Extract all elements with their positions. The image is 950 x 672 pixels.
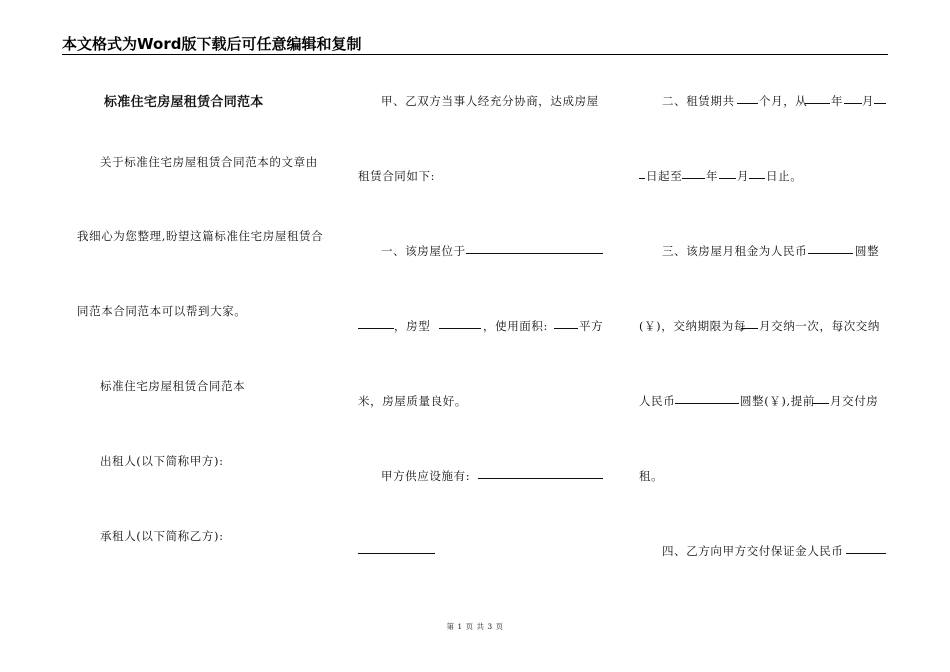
- months-blank: [737, 103, 758, 104]
- document-title: 标准住宅房屋租赁合同范本: [104, 95, 264, 110]
- payment-frequency-label: 月交纳一次，每次交纳: [759, 319, 880, 333]
- end-month-blank: [719, 178, 736, 179]
- facilities-blank-continued: [358, 553, 435, 554]
- clause-4-label: 四、乙方向甲方交付保证金人民币: [662, 544, 844, 558]
- facilities-blank: [478, 478, 603, 479]
- advance-months-blank: [812, 403, 829, 404]
- paragraph-line: 标准住宅房屋租赁合同范本: [100, 379, 246, 393]
- paragraph-line: 租。: [639, 469, 664, 483]
- paragraph-line: 关于标准住宅房屋租赁合同范本的文章由: [100, 155, 318, 169]
- payment-amount-blank: [675, 403, 739, 404]
- clause-2-label: 二、租赁期共: [662, 94, 735, 108]
- start-day-blank: [874, 103, 886, 104]
- lessor-label: 出租人(以下简称甲方):: [100, 454, 224, 468]
- start-day-blank-continued: [639, 178, 645, 179]
- year-label: 年: [706, 169, 719, 183]
- payment-period-blank: [741, 328, 758, 329]
- until-label: 日起至: [646, 169, 683, 183]
- year-label: 年: [831, 94, 844, 108]
- paragraph-line: 同范本合同范本可以帮到大家。: [77, 304, 247, 318]
- advance-label: 圆整(￥),提前: [740, 394, 815, 408]
- paragraph-line: 米，房屋质量良好。: [358, 394, 467, 408]
- start-month-blank: [844, 103, 862, 104]
- paragraph-line: 租赁合同如下:: [358, 169, 436, 183]
- end-day-blank: [749, 178, 765, 179]
- end-year-blank: [682, 178, 705, 179]
- header-title: 本文格式为Word版下载后可任意编辑和复制: [62, 35, 362, 53]
- page-number: 第 1 页 共 3 页: [446, 622, 504, 631]
- rmb-label: 人民币: [639, 394, 676, 408]
- paragraph-line: 我细心为您整理,盼望这篇标准住宅房屋租赁合: [77, 229, 324, 243]
- room-type-blank: [439, 328, 481, 329]
- month-label: 月: [862, 94, 875, 108]
- lessee-label: 承租人(以下简称乙方):: [100, 529, 224, 543]
- address-blank: [466, 253, 603, 254]
- month-label: 月: [737, 169, 750, 183]
- end-label: 日止。: [766, 169, 803, 183]
- header-divider: [62, 54, 888, 55]
- deposit-blank: [846, 553, 886, 554]
- payment-period-label: (￥)，交纳期限为每: [639, 319, 746, 333]
- clause-1-label: 一、该房屋位于: [381, 244, 466, 258]
- clause-3-label: 三、该房屋月租金为人民币: [662, 244, 808, 258]
- start-year-blank: [805, 103, 830, 104]
- facilities-label: 甲方供应设施有:: [381, 469, 471, 483]
- from-label: 个月，从: [759, 94, 808, 108]
- unit-label: 平方: [579, 319, 604, 333]
- area-blank: [554, 328, 578, 329]
- area-label: ，使用面积:: [483, 319, 548, 333]
- blank-line: [358, 328, 394, 329]
- paragraph-line: 甲、乙双方当事人经充分协商，达成房屋: [381, 94, 599, 108]
- pay-rent-label: 月交付房: [830, 394, 879, 408]
- yuan-label: 圆整: [855, 244, 880, 258]
- room-type-label: ，房型: [394, 319, 431, 333]
- rent-amount-blank: [808, 253, 853, 254]
